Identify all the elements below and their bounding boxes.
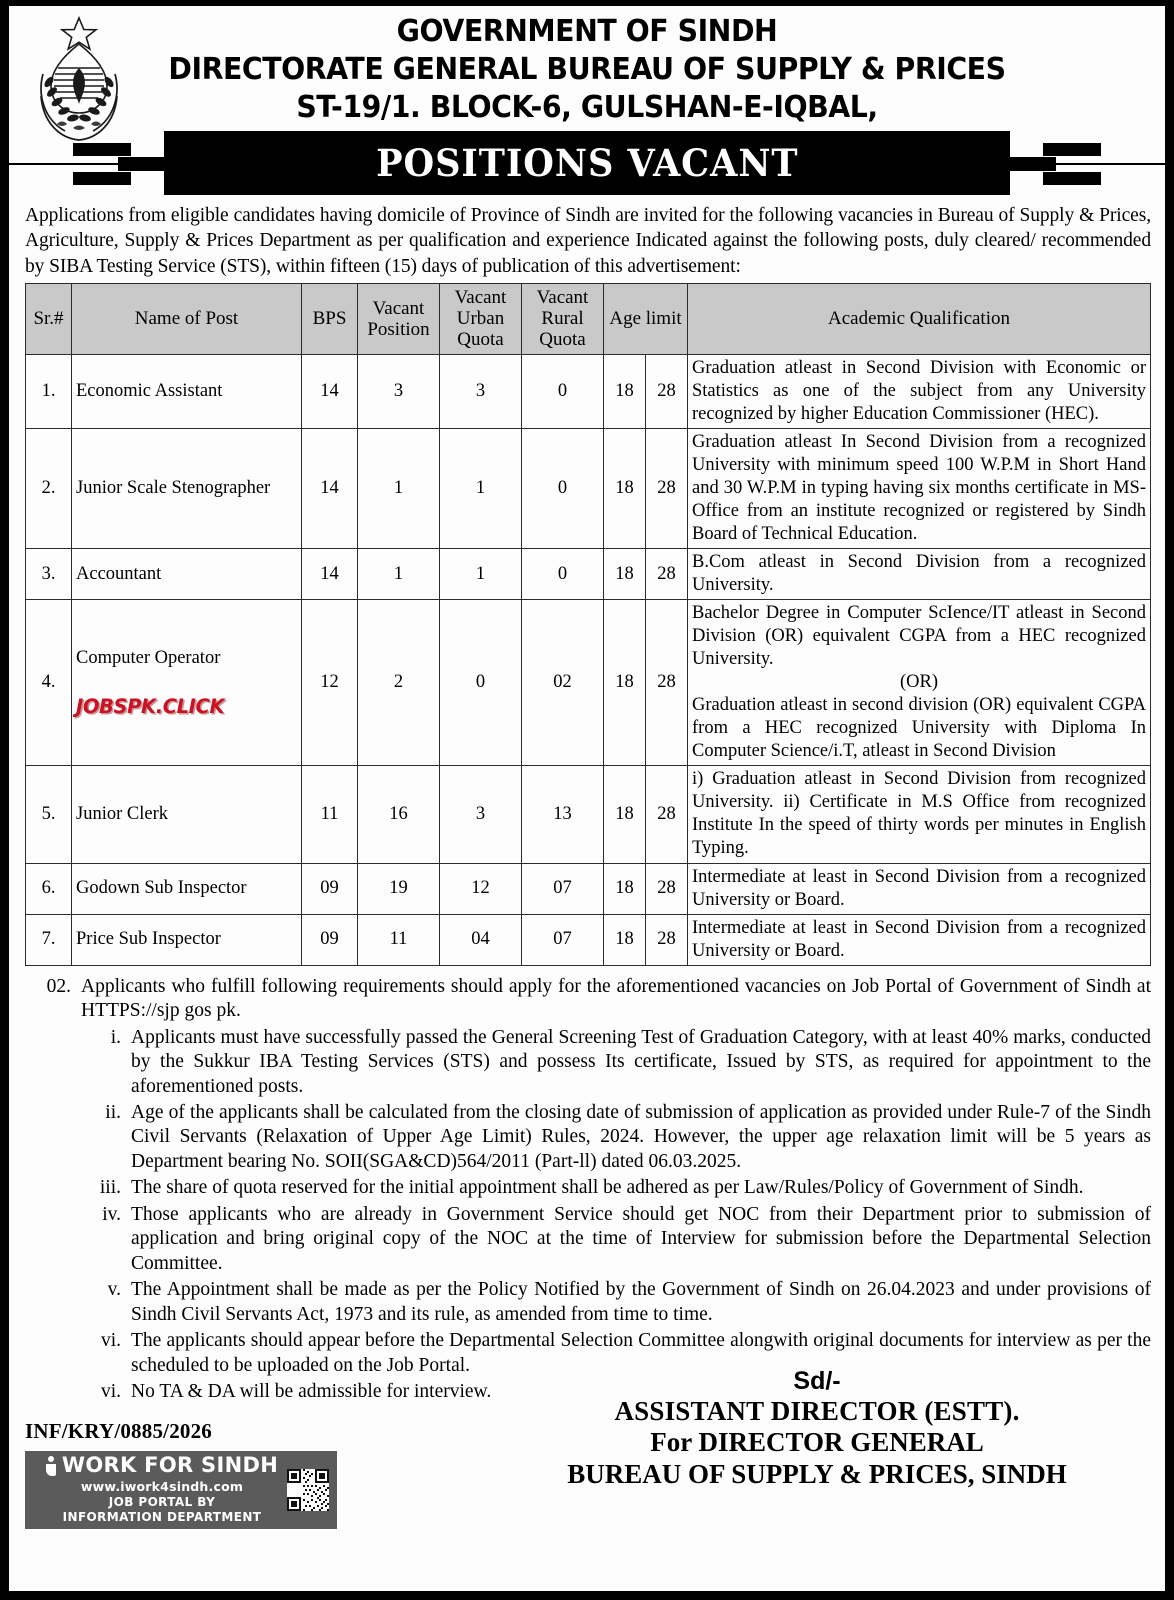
cell-rural-quota: 0 bbox=[522, 354, 604, 428]
condition-item-marker: v. bbox=[107, 1279, 121, 1301]
table-row bbox=[26, 600, 1151, 766]
cell-sr: 7. bbox=[26, 914, 72, 965]
qualification-or-separator: (OR) bbox=[899, 672, 939, 693]
cell-vacant-position: 1 bbox=[358, 428, 440, 548]
header-line-1: GOVERNMENT OF SINDH bbox=[396, 14, 778, 49]
cell-bps: 12 bbox=[302, 600, 358, 766]
cell-age-max: 28 bbox=[646, 766, 688, 863]
banner-ribbon-right-icon bbox=[1003, 139, 1113, 189]
cell-urban-quota: 3 bbox=[440, 354, 522, 428]
condition-item-text: The share of quota reserved for the initial appointment shall be adhered as per Law/Rules/Policy of Government of Sindh. bbox=[131, 1177, 1084, 1199]
cell-bps: 14 bbox=[302, 428, 358, 548]
cell-post: Junior Scale Stenographer bbox=[72, 428, 302, 548]
cell-sr: 2. bbox=[26, 428, 72, 548]
qualification-part-1: Bachelor Degree in Computer ScIence/IT atleast in Second Division (OR) equivalent CGPA from a HEC recognized University. bbox=[692, 603, 1146, 670]
vacancy-table-wrap bbox=[9, 283, 1165, 966]
cell-sr: 6. bbox=[26, 863, 72, 914]
cell-age-max: 28 bbox=[646, 863, 688, 914]
col-header-bps: BPS bbox=[302, 283, 358, 354]
condition-item-marker: i. bbox=[110, 1026, 121, 1048]
condition-main-marker: 02. bbox=[46, 975, 71, 997]
cell-age-max: 28 bbox=[646, 914, 688, 965]
cell-urban-quota: 0 bbox=[440, 600, 522, 766]
cell-urban-quota: 04 bbox=[440, 914, 522, 965]
cell-vacant-position: 1 bbox=[358, 549, 440, 600]
cell-qualification: Graduation atleast In Second Division from a recognized University with minimum speed 100 W.P.M in Short Hand and 30 W.P.M in typing having six months certificate in MS-Office from an institute recognized or registered by Sindh Board of Technical Education. bbox=[688, 428, 1151, 548]
badge-title-row bbox=[37, 1455, 287, 1476]
table-row bbox=[26, 766, 1151, 863]
iwork-for-sindh-badge[interactable] bbox=[25, 1451, 337, 1529]
condition-item bbox=[25, 1278, 1151, 1327]
cell-age-min: 18 bbox=[604, 766, 646, 863]
cell-post: Price Sub Inspector bbox=[72, 914, 302, 965]
condition-item-text: No TA & DA will be admissible for interview. bbox=[131, 1381, 492, 1403]
banner-ribbon-left-icon bbox=[61, 139, 171, 189]
condition-item-text: The applicants should appear before the Departmental Selection Committee alongwith original documents for interview as per the scheduled to be uploaded on the Job Portal. bbox=[131, 1330, 1151, 1376]
condition-item-text: The Appointment shall be made as per the Policy Notified by the Government of Sindh on 26.04.2023 and under provisions of Sindh Civil Servants Act, 1973 and its rule, as amended from time to time. bbox=[131, 1279, 1151, 1325]
cell-rural-quota: 02 bbox=[522, 600, 604, 766]
condition-main-text: Applicants who fulfill following requirements should apply for the aforementioned vacancies on Job Portal of Government of Sindh at HTTPS://sjp gos pk. bbox=[81, 975, 1151, 1022]
condition-item-marker: ii. bbox=[105, 1101, 121, 1123]
cell-bps: 09 bbox=[302, 863, 358, 914]
condition-item bbox=[25, 1203, 1151, 1276]
cell-sr: 5. bbox=[26, 766, 72, 863]
table-row bbox=[26, 354, 1151, 428]
cell-qualification: i) Graduation atleast in Second Division from recognized University. ii) Certificate in M.S Office from recognized Institute In the speed of thirty words per minutes in English Typing. bbox=[688, 766, 1151, 863]
col-header-rural-quota: Vacant Rural Quota bbox=[522, 283, 604, 354]
badge-line-4: INFORMATION DEPARTMENT bbox=[62, 1510, 262, 1525]
table-row bbox=[26, 914, 1151, 965]
cell-sr: 3. bbox=[26, 549, 72, 600]
cell-age-min: 18 bbox=[604, 914, 646, 965]
cell-urban-quota: 1 bbox=[440, 549, 522, 600]
col-header-qualification: Academic Qualification bbox=[688, 283, 1151, 354]
badge-line-3: JOB PORTAL BY bbox=[108, 1495, 216, 1510]
cell-qualification: Intermediate at least in Second Division from a recognized University or Board. bbox=[688, 914, 1151, 965]
signature-for-line: For DIRECTOR GENERAL bbox=[650, 1427, 984, 1458]
badge-url: www.iwork4sindh.com bbox=[80, 1479, 244, 1495]
cell-rural-quota: 13 bbox=[522, 766, 604, 863]
condition-item bbox=[25, 1026, 1151, 1099]
cell-urban-quota: 12 bbox=[440, 863, 522, 914]
signature-sd: Sd/- bbox=[793, 1366, 841, 1395]
table-row bbox=[26, 428, 1151, 548]
table-header-row bbox=[26, 283, 1151, 354]
cell-sr: 1. bbox=[26, 354, 72, 428]
condition-item-marker: iv. bbox=[102, 1203, 121, 1225]
col-header-sr: Sr.# bbox=[26, 283, 72, 354]
vacancy-table bbox=[25, 283, 1151, 966]
banner-title: POSITIONS VACANT bbox=[375, 140, 799, 185]
cell-sr: 4. bbox=[26, 600, 72, 766]
condition-item bbox=[25, 1101, 1151, 1174]
table-row bbox=[26, 549, 1151, 600]
page-inner-border bbox=[7, 4, 1167, 1593]
condition-item-text: Applicants must have successfully passed the General Screening Test of Graduation Category, with at least 40% marks, conducted by the Sukkur IBA Testing Services (STS) and possess Its certificate, Issued by STS, as required for appointment to the aforementioned posts. bbox=[131, 1026, 1151, 1097]
cell-post: Accountant bbox=[72, 549, 302, 600]
cell-vacant-position: 3 bbox=[358, 354, 440, 428]
cell-vacant-position: 16 bbox=[358, 766, 440, 863]
iwork-person-icon bbox=[46, 1456, 57, 1476]
page-header bbox=[9, 6, 1165, 125]
cell-urban-quota: 3 bbox=[440, 766, 522, 863]
cell-qualification: B.Com atleast in Second Division from a recognized University. bbox=[688, 549, 1151, 600]
condition-item-text: Those applicants who are already in Government Service should get NOC from their Department prior to submission of application and bring original copy of the NOC at the time of Interview for submission before the Departmental Selection Committee. bbox=[131, 1203, 1151, 1274]
cell-vacant-position: 11 bbox=[358, 914, 440, 965]
cell-rural-quota: 07 bbox=[522, 914, 604, 965]
cell-bps: 14 bbox=[302, 354, 358, 428]
cell-bps: 09 bbox=[302, 914, 358, 965]
col-header-urban-quota: Vacant Urban Quota bbox=[440, 283, 522, 354]
condition-item-marker: vi. bbox=[100, 1330, 121, 1352]
cell-qualification: Graduation atleast in Second Division with Economic or Statistics as one of the subject from any University recognized by higher Education Commissioner (HEC). bbox=[688, 354, 1151, 428]
cell-post: Economic Assistant bbox=[72, 354, 302, 428]
col-header-age-limit: Age limit bbox=[604, 283, 688, 354]
cell-bps: 11 bbox=[302, 766, 358, 863]
banner-box bbox=[164, 131, 1010, 195]
cell-post: Godown Sub Inspector bbox=[72, 863, 302, 914]
jobspk-watermark: JOBSPK.CLICK bbox=[76, 694, 225, 718]
signature-block bbox=[479, 1367, 1155, 1491]
positions-vacant-banner bbox=[9, 131, 1165, 197]
cell-age-max: 28 bbox=[646, 549, 688, 600]
condition-item-marker: vi. bbox=[100, 1381, 121, 1403]
cell-rural-quota: 07 bbox=[522, 863, 604, 914]
cell-rural-quota: 0 bbox=[522, 428, 604, 548]
condition-item-marker: iii. bbox=[99, 1177, 121, 1199]
vacancy-table-body bbox=[26, 354, 1151, 965]
condition-item-text: Age of the applicants shall be calculated from the closing date of submission of application as provided under Rule-7 of the Sindh Civil Servants (Relaxation of Upper Age Limit) Rules, 2024. However, the upper age relaxation limit will be 5 years as Department bearing No. SOII(SGA&CD)564/2011 (Part-ll) dated 06.03.2025. bbox=[131, 1101, 1151, 1172]
qr-code-icon[interactable] bbox=[287, 1469, 329, 1511]
cell-vacant-position: 19 bbox=[358, 863, 440, 914]
qualification-part-2: Graduation atleast in second division (OR) equivalent CGPA from a HEC recognized University with Diploma In Computer Science/i.T, atleast in Second Division bbox=[692, 695, 1146, 762]
cell-bps: 14 bbox=[302, 549, 358, 600]
badge-text-group bbox=[33, 1455, 287, 1524]
cell-age-max: 28 bbox=[646, 428, 688, 548]
cell-qualification bbox=[688, 600, 1151, 766]
signature-department: BUREAU OF SUPPLY & PRICES, SINDH bbox=[567, 1459, 1067, 1489]
cell-age-max: 28 bbox=[646, 600, 688, 766]
conditions-section bbox=[9, 966, 1165, 1405]
cell-age-min: 18 bbox=[604, 354, 646, 428]
cell-age-min: 18 bbox=[604, 549, 646, 600]
badge-title: WORK FOR SINDH bbox=[61, 1453, 279, 1478]
header-line-2: DIRECTORATE GENERAL BUREAU OF SUPPLY & PRICES bbox=[168, 51, 1006, 87]
condition-main bbox=[25, 975, 1151, 1024]
col-header-post: Name of Post bbox=[72, 283, 302, 354]
cell-urban-quota: 1 bbox=[440, 428, 522, 548]
cell-post: Junior Clerk bbox=[72, 766, 302, 863]
cell-age-min: 18 bbox=[604, 863, 646, 914]
cell-post bbox=[72, 600, 302, 766]
intro-paragraph: Applications from eligible candidates having domicile of Province of Sindh are invited for the following vacancies in Bureau of Supply & Prices, Agriculture, Supply & Prices Department as per qualification and experience Indicated against the following posts, duly cleared/ recommended by SIBA Testing Service (STS), within fifteen (15) days of publication of this advertisement: bbox=[25, 204, 1151, 277]
signature-designation: ASSISTANT DIRECTOR (ESTT). bbox=[614, 1395, 1020, 1426]
cell-post-label: Computer Operator bbox=[76, 647, 221, 668]
table-row bbox=[26, 863, 1151, 914]
cell-qualification: Intermediate at least in Second Division from a recognized University or Board. bbox=[688, 863, 1151, 914]
cell-rural-quota: 0 bbox=[522, 549, 604, 600]
col-header-vacant-position: Vacant Position bbox=[358, 283, 440, 354]
inf-number: INF/KRY/0885/2026 bbox=[25, 1418, 212, 1443]
header-line-3: ST-19/1. BLOCK-6, GULSHAN-E-IQBAL, bbox=[296, 89, 878, 125]
condition-item bbox=[25, 1176, 1151, 1200]
cell-age-min: 18 bbox=[604, 428, 646, 548]
cell-vacant-position: 2 bbox=[358, 600, 440, 766]
cell-age-max: 28 bbox=[646, 354, 688, 428]
cell-age-min: 18 bbox=[604, 600, 646, 766]
